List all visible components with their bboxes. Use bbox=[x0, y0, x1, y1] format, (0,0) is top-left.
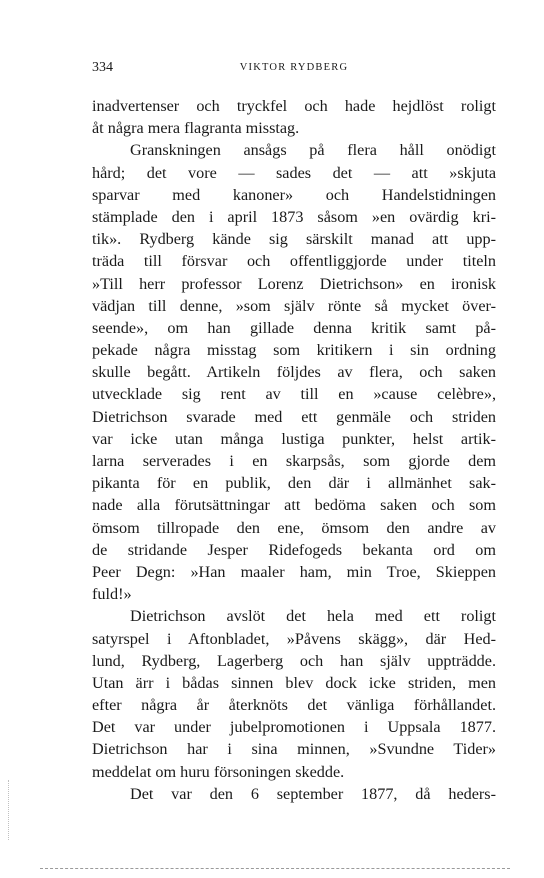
text-line: pikanta för en publik, den där i allmänhet sak- bbox=[92, 474, 496, 493]
text-line: meddelat om huru försoningen skedde. bbox=[92, 762, 345, 781]
running-head: VIKTOR RYDBERG bbox=[239, 62, 349, 73]
text-line: Granskningen ansågs på flera håll onödigt bbox=[130, 141, 496, 160]
text-line: de stridande Jesper Ridefogeds bekanta ord om bbox=[92, 540, 496, 559]
text-line: sparvar med kanoner» och Handelstidningen bbox=[92, 185, 496, 204]
page-number: 334 bbox=[92, 60, 113, 75]
text-line: Det var den 6 september 1877, då heders- bbox=[130, 784, 496, 803]
text-line: pekade några misstag som kritikern i sin ordning bbox=[92, 341, 496, 360]
scan-edge-mark bbox=[8, 780, 9, 840]
text-line: Dietrichson avslöt det hela med ett roligt bbox=[130, 607, 496, 626]
text-line: träda till försvar och offentliggjorde under titeln bbox=[92, 252, 496, 271]
text-line: skulle begått. Artikeln följdes av flera, och saken bbox=[92, 363, 496, 382]
text-line: efter några år återknöts det vänliga förhållandet. bbox=[92, 696, 496, 715]
text-line: hård; det vore — sades det — att »skjuta bbox=[92, 163, 496, 182]
text-line: larna serverades i en skarpsås, som gjorde dem bbox=[92, 452, 496, 470]
scan-bottom-edge bbox=[40, 868, 510, 869]
text-line: ömsom tillropade den ene, ömsom den andre av bbox=[92, 518, 496, 537]
text-line: vädjan till denne, »som själv rönte så mycket över- bbox=[92, 296, 496, 315]
text-line: lund, Rydberg, Lagerberg och han själv uppträdde. bbox=[92, 651, 496, 670]
text-line: tik». Rydberg kände sig särskilt manad att upp- bbox=[92, 230, 496, 249]
text-line: Dietrichson svarade med ett genmäle och striden bbox=[92, 407, 496, 426]
text-line: satyrspel i Aftonbladet, »Påvens skägg», där Hed- bbox=[92, 629, 496, 648]
text-line: »Till herr professor Lorenz Dietrichson» en ironisk bbox=[92, 274, 496, 293]
text-line: utvecklade sig rent av till en »cause celèbre», bbox=[92, 385, 496, 404]
text-line: åt några mera flagranta misstag. bbox=[92, 119, 300, 138]
page-header bbox=[92, 60, 496, 82]
text-line: Utan ärr i bådas sinnen blev dock icke striden, men bbox=[92, 673, 496, 692]
text-line: Dietrichson har i sina minnen, »Svundne Tider» bbox=[92, 740, 496, 759]
text-line: fuld!» bbox=[92, 585, 132, 604]
text-line: nade alla förutsättningar att bedöma saken och som bbox=[92, 496, 496, 515]
text-line: seende», om han gillade denna kritik samt på- bbox=[92, 318, 496, 337]
text-line: stämplade den i april 1873 såsom »en ovärdig kri- bbox=[92, 207, 496, 226]
text-line: var icke utan många lustiga punkter, helst artik- bbox=[92, 429, 496, 448]
body-text bbox=[92, 95, 496, 805]
text-line: inadvertenser och tryckfel och hade hejdlöst roligt bbox=[92, 97, 496, 115]
text-line: Det var under jubelpromotionen i Uppsala 1877. bbox=[92, 718, 496, 737]
text-line: Peer Degn: »Han maaler ham, min Troe, Skieppen bbox=[92, 562, 496, 581]
